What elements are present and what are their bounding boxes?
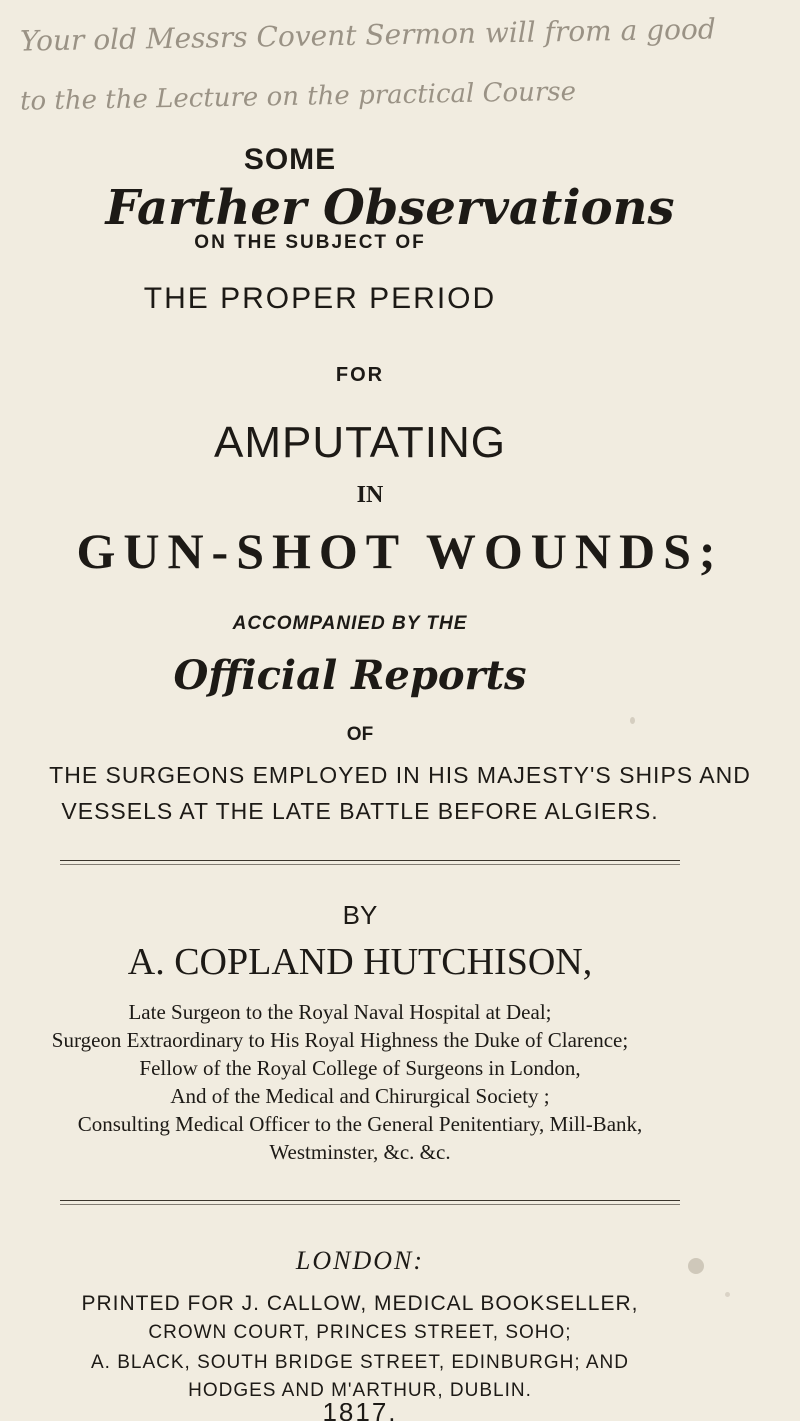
author-credential-4: And of the Medical and Chirurgical Society ;	[170, 1084, 550, 1108]
author-credential-2: Surgeon Extraordinary to His Royal Highness the Duke of Clarence;	[51, 1028, 629, 1052]
handwritten-line-2: to the the Lecture on the practical Course	[19, 76, 577, 117]
divider-rule-top	[60, 860, 680, 861]
handwritten-line-1: Your old Messrs Covent Sermon will from a good	[19, 12, 717, 58]
divider-rule-bottom-2	[60, 1204, 680, 1205]
imprint-third-seller: HODGES AND M'ARTHUR, DUBLIN.	[188, 1380, 532, 1401]
author-credential-5: Consulting Medical Officer to the General Penitentiary, Mill-Bank,	[77, 1112, 643, 1136]
subtitle-in: IN	[356, 482, 384, 508]
imprint-second-seller: A. BLACK, SOUTH BRIDGE STREET, EDINBURGH; AND	[90, 1352, 630, 1373]
subtitle-on-the-subject: ON THE SUBJECT OF	[194, 232, 426, 253]
subtitle-accompanied-by: ACCOMPANIED BY THE	[232, 613, 468, 634]
title-some: SOME	[243, 143, 337, 176]
author-credential-6: Westminster, &c. &c.	[269, 1140, 451, 1164]
subtitle-vessels-line: VESSELS AT THE LATE BATTLE BEFORE ALGIERS.	[61, 798, 659, 824]
foxing-spot	[630, 717, 635, 724]
title-amputating: AMPUTATING	[214, 418, 506, 467]
imprint-printed-for: PRINTED FOR J. CALLOW, MEDICAL BOOKSELLER,	[81, 1292, 639, 1315]
subtitle-proper-period: THE PROPER PERIOD	[143, 282, 497, 315]
subtitle-of: OF	[346, 724, 374, 745]
divider-rule-top-2	[60, 864, 680, 865]
imprint-city: LONDON:	[295, 1246, 425, 1275]
subtitle-surgeons-line: THE SURGEONS EMPLOYED IN HIS MAJESTY'S SHIPS AND	[49, 762, 751, 788]
foxing-spot	[725, 1292, 730, 1297]
imprint-year: 1817.	[322, 1403, 398, 1421]
author-name: A. COPLAND HUTCHISON,	[127, 941, 593, 983]
author-credential-3: Fellow of the Royal College of Surgeons in London,	[139, 1056, 581, 1080]
author-credential-1: Late Surgeon to the Royal Naval Hospital at Deal;	[128, 1000, 552, 1024]
author-by: BY	[342, 900, 378, 930]
subtitle-for: FOR	[335, 364, 385, 386]
title-official-reports: Official Reports	[173, 652, 527, 699]
divider-rule-bottom	[60, 1200, 680, 1201]
title-gunshot-wounds: GUN-SHOT WOUNDS;	[76, 523, 724, 579]
foxing-spot	[688, 1258, 704, 1274]
title-farther-observations: Farther Observations	[105, 180, 675, 236]
imprint-address: CROWN COURT, PRINCES STREET, SOHO;	[148, 1322, 572, 1343]
